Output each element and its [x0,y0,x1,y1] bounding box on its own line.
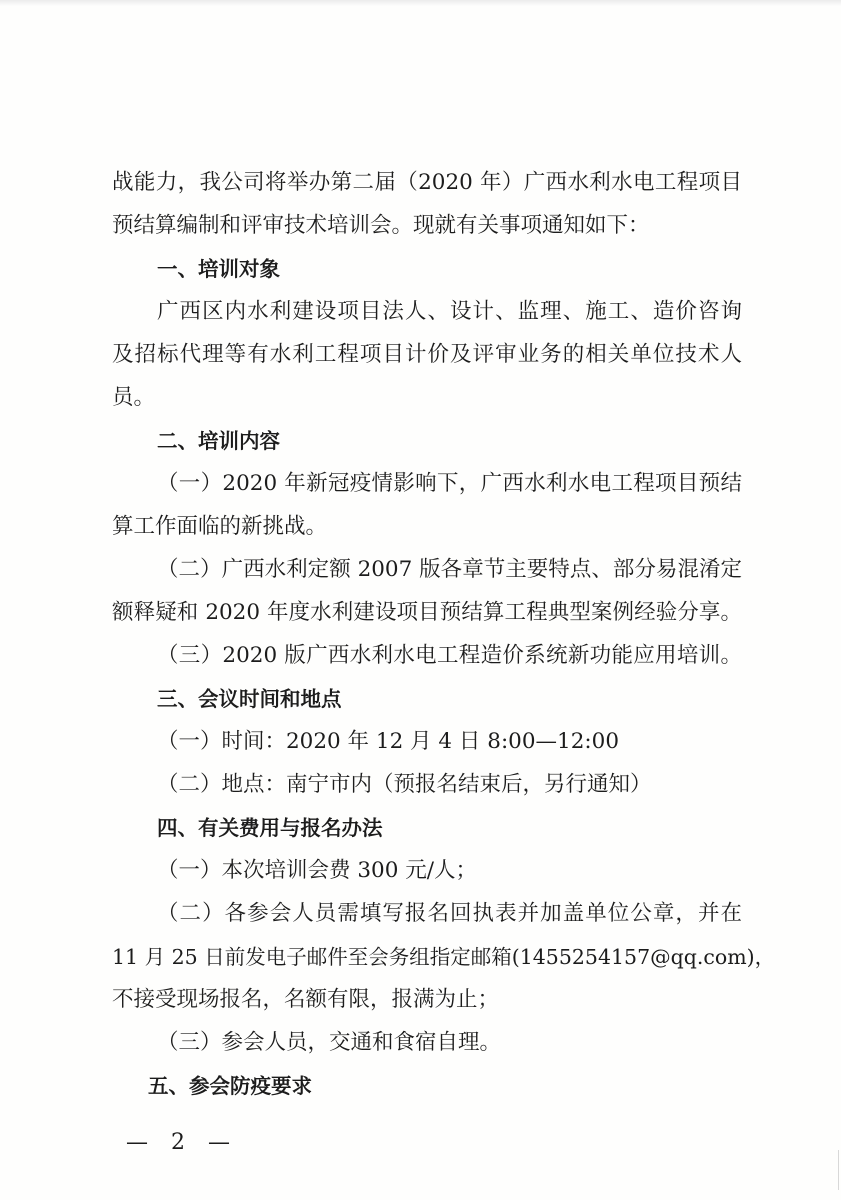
body-line-4: 及招标代理等有水利工程项目计价及评审业务的相关单位技术人 [112,342,742,367]
body-line-7: 算工作面临的新挑战。 [112,514,328,539]
section-heading-1: 一、培训对象 [157,257,280,281]
body-line-17: （三）参会人员，交通和食宿自理。 [157,1030,502,1055]
body-line-13: （一）本次培训会费 300 元/人； [157,858,477,883]
scan-edge-mark [838,1150,839,1190]
body-line-16: 不接受现场报名，名额有限，报满为止； [112,987,500,1012]
body-line-12: （二）地点：南宁市内（预报名结束后，另行通知） [157,772,652,797]
page-number: — 2 — [126,1130,238,1155]
scan-top-edge [0,0,841,6]
section-heading-2: 二、培训内容 [157,429,280,453]
body-line-11: （一）时间：2020 年 12 月 4 日 8:00—12:00 [157,729,619,754]
body-line-15: 11 月 25 日前发电子邮件至会务组指定邮箱(1455254157@qq.com)， [112,945,776,969]
body-line-6: （一）2020 年新冠疫情影响下，广西水利水电工程项目预结 [157,471,742,496]
body-line-14: （二）各参会人员需填写报名回执表并加盖单位公章，并在 [157,901,742,926]
body-line-1: 战能力，我公司将举办第二届（2020 年）广西水利水电工程项目 [112,170,742,195]
body-line-9: 额释疑和 2020 年度水利建设项目预结算工程典型案例经验分享。 [112,600,742,625]
body-line-8: （二）广西水利定额 2007 版各章节主要特点、部分易混淆定 [157,557,742,582]
section-heading-3: 三、会议时间和地点 [157,687,342,711]
body-line-3: 广西区内水利建设项目法人、设计、监理、施工、造价咨询 [157,299,742,324]
body-line-2: 预结算编制和评审技术培训会。现就有关事项通知如下： [112,213,650,238]
body-line-5: 员。 [112,385,156,410]
body-line-10: （三）2020 版广西水利水电工程造价系统新功能应用培训。 [157,643,742,668]
section-heading-5: 五、参会防疫要求 [148,1074,312,1098]
section-heading-4: 四、有关费用与报名办法 [157,816,383,840]
